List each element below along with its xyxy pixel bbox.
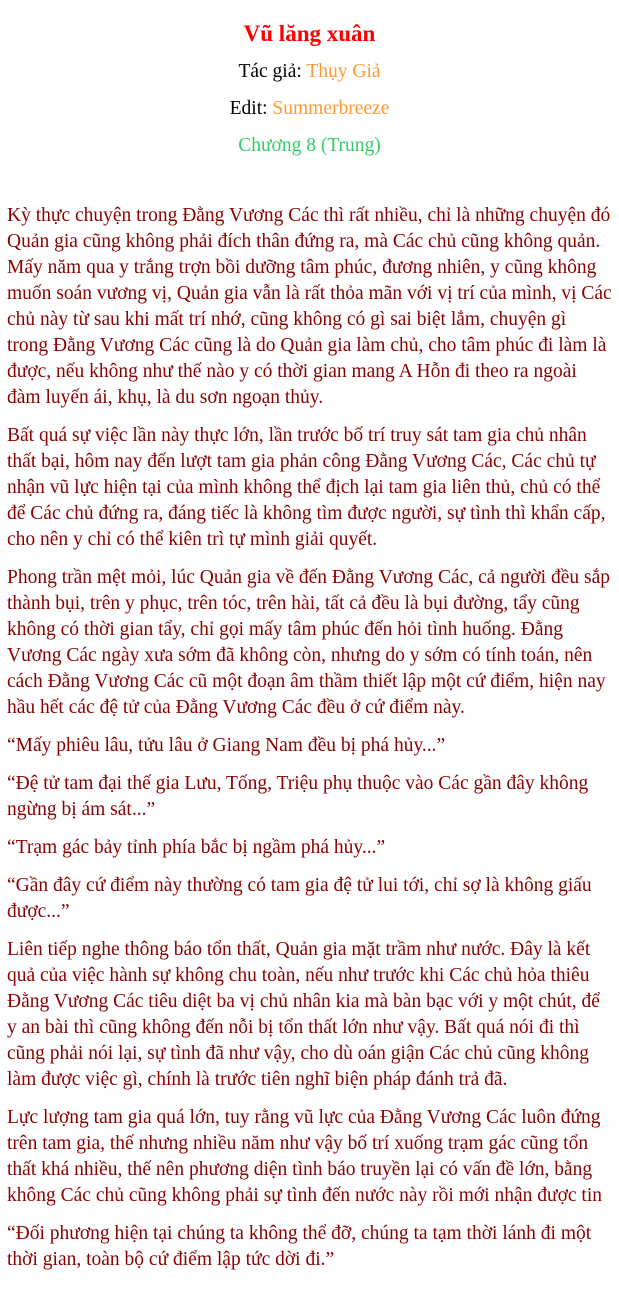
author-label: Tác giả: [238,61,302,82]
story-paragraph: Liên tiếp nghe thông báo tổn thất, Quản gia mặt trầm như nước. Đây là kết quả của việc hành sự không chu toàn, nếu như trước khi Các chủ hỏa thiêu Đằng Vương Các tiêu diệt ba vị chủ nhân kia mà bàn bạc với y một chút, để y an bài thì cũng không đến nỗi bị tổn thất lớn như vậy. Bất quá nói đi thì cũng phải nói lại, sự tình đã như vậy, cho dù oán giận Các chủ cũng không làm được việc gì, chính là trước tiên nghĩ biện pháp đánh trả đã. [7,939,600,1090]
chapter-heading: Chương 8 (Trung) [238,135,381,156]
author-name: Thụy Giả [306,61,381,82]
story-paragraph-quote: “Mấy phiêu lâu, tửu lâu ở Giang Nam đều bị phá hủy...” [7,735,446,756]
page-title: Vũ lăng xuân [243,21,376,46]
story-paragraph: Bất quá sự việc lần này thực lớn, lần trước bố trí truy sát tam gia chủ nhân thất bại, hôm nay đến lượt tam gia phản công Đằng Vương Các, Các chủ tự nhận vũ lực hiện tại của mình không thể địch lại tam gia liên thủ, chủ có thể để Các chủ đứng ra, đáng tiếc là không tìm được người, sự tình thì khẩn cấp, cho nên y chỉ có thể kiên trì tự mình giải quyết. [7,425,606,550]
editor-name: Summerbreeze [272,98,390,119]
author-line [7,59,612,85]
story-paragraph: Phong trần mệt mỏi, lúc Quản gia về đến Đằng Vương Các, cả người đều sắp thành bụi, trên y phục, trên tóc, trên hài, tất cả đều là bụi đường, tẩy cũng không có thời gian tẩy, chỉ gọi mấy tâm phúc đến hỏi tình huống. Đằng Vương Các ngày xưa sớm đã không còn, nhưng do y sớm có tính toán, nên cách Đằng Vương Các cũ một đoạn âm thầm thiết lập một cứ điểm, hiện nay hầu hết các đệ tử của Đằng Vương Các đều ở cứ điểm này. [7,567,610,718]
story-paragraph-quote: “Đệ tử tam đại thế gia Lưu, Tống, Triệu phụ thuộc vào Các gần đây không ngừng bị ám sát...” [7,773,589,820]
chapter-body [7,203,612,1273]
story-paragraph: Kỳ thực chuyện trong Đằng Vương Các thì rất nhiều, chỉ là những chuyện đó Quản gia cũng không phải đích thân đứng ra, mà Các chủ cũng không quản. Mấy năm qua y trắng trợn bồi dưỡng tâm phúc, đương nhiên, y cũng không muốn soán vương vị, Quản gia vẫn là rất thỏa mãn với vị trí của mình, vị Các chủ này từ sau khi mất trí nhớ, cũng không có gì sai biệt lắm, chuyện gì trong Đằng Vương Các cũng là do Quản gia làm chủ, cho tâm phúc đi làm là được, nếu không như thế nào y có thời gian mang A Hỗn đi theo ra ngoài đàm luyến ái, khụ, là du sơn ngoạn thủy. [7,205,612,408]
story-paragraph-quote: “Trạm gác bảy tỉnh phía bắc bị ngầm phá hủy...” [7,837,386,858]
chapter-header [7,20,612,159]
story-paragraph-quote: “Gần đây cứ điểm này thường có tam gia đệ tử lui tới, chỉ sợ là không giấu được...” [7,875,592,922]
story-paragraph: Lực lượng tam gia quá lớn, tuy rằng vũ lực của Đằng Vương Các luôn đứng trên tam gia, thế nhưng nhiều năm như vậy bố trí xuống trạm gác cũng tổn thất khá nhiều, thế nên phương diện tình báo truyền lại có vấn đề lớn, bằng không Các chủ cũng không phải sự tình đến nước này rồi mới nhận được tin [7,1107,602,1206]
editor-line [7,96,612,122]
editor-label: Edit: [229,98,268,119]
story-paragraph-quote: “Đối phương hiện tại chúng ta không thể đỡ, chúng ta tạm thời lánh đi một thời gian, toàn bộ cứ điểm lập tức dời đi.” [7,1223,592,1270]
